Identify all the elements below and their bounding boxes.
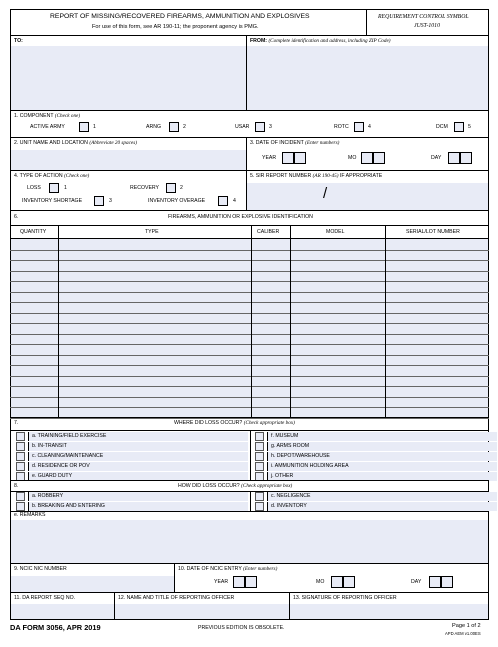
item8-right-checkbox-0[interactable] bbox=[255, 492, 264, 501]
table-row-line bbox=[10, 344, 489, 345]
incident-year-label: YEAR bbox=[262, 155, 277, 161]
ncic-mo-label: MO bbox=[316, 579, 325, 585]
ncic-day-label: DAY bbox=[411, 579, 422, 585]
incident-mo-box-2[interactable] bbox=[373, 152, 385, 164]
action-checkbox-shortage[interactable] bbox=[94, 196, 104, 206]
ncic-date-label: 10. DATE OF NCIC ENTRY (Enter numbers) bbox=[178, 566, 278, 572]
item7-right-option-label: g. ARMS ROOM bbox=[271, 443, 310, 449]
item7-left-checkbox-1[interactable] bbox=[16, 442, 25, 451]
table-row-line bbox=[10, 376, 489, 377]
item8-option-divider bbox=[28, 492, 29, 501]
item7-left-option-label: c. CLEANING/MAINTENANCE bbox=[32, 453, 104, 459]
to-label: TO: bbox=[14, 38, 23, 44]
table-row-line bbox=[10, 407, 489, 408]
report-seq-field[interactable] bbox=[11, 604, 114, 619]
page-number: Page 1 of 2 bbox=[452, 623, 481, 629]
ncic-label: 9. NCIC NIC NUMBER bbox=[14, 566, 67, 572]
ncic-year-label: YEAR bbox=[214, 579, 229, 585]
item6-table-body[interactable] bbox=[11, 239, 488, 417]
item7-option-divider bbox=[28, 442, 29, 451]
table-row-line bbox=[10, 302, 489, 303]
incident-year-box-2[interactable] bbox=[294, 152, 306, 164]
action-checkbox-loss[interactable] bbox=[49, 183, 59, 193]
ncic-mo-box-2[interactable] bbox=[343, 576, 355, 588]
component-option-dcm: DCM bbox=[436, 124, 448, 130]
action-option-loss: LOSS bbox=[27, 185, 41, 191]
form-number: DA FORM 3056, APR 2019 bbox=[10, 623, 101, 632]
item7-title: WHERE DID LOSS OCCUR? (Check appropriate box) bbox=[174, 420, 295, 426]
incident-day-label: DAY bbox=[431, 155, 442, 161]
component-checkbox-rotc[interactable] bbox=[354, 122, 364, 132]
signature-field[interactable] bbox=[290, 604, 488, 619]
component-option-arng: ARNG bbox=[146, 124, 161, 130]
item7-option-divider bbox=[267, 442, 268, 451]
form-title: REPORT OF MISSING/RECOVERED FIREARMS, AMMUNITION AND EXPLOSIVES bbox=[50, 13, 310, 20]
item8-number: 8. bbox=[14, 483, 19, 489]
sir-separator: / bbox=[323, 185, 328, 202]
table-row-line bbox=[10, 418, 489, 419]
item8-option-divider bbox=[28, 502, 29, 511]
action-option-overage: INVENTORY OVERAGE bbox=[148, 198, 206, 204]
table-row-line bbox=[10, 271, 489, 272]
item7-right-option-label: f. MUSEUM bbox=[271, 433, 299, 439]
item8-left-option-label: a. ROBBERY bbox=[32, 493, 64, 499]
item7-left-option-label: a. TRAINING/FIELD EXERCISE bbox=[32, 433, 107, 439]
option-num: 3 bbox=[109, 198, 112, 204]
item7-option-divider bbox=[28, 452, 29, 461]
incident-mo-label: MO bbox=[348, 155, 357, 161]
table-row-line bbox=[10, 323, 489, 324]
unit-field[interactable] bbox=[11, 150, 246, 170]
component-checkbox-active-army[interactable] bbox=[79, 122, 89, 132]
column-serial: SERIAL/LOT NUMBER bbox=[406, 229, 460, 235]
table-row-line bbox=[10, 281, 489, 282]
ncic-year-box-2[interactable] bbox=[245, 576, 257, 588]
option-num: 1 bbox=[64, 185, 67, 191]
table-row-line bbox=[10, 365, 489, 366]
officer-name-field[interactable] bbox=[115, 604, 289, 619]
component-option-rotc: ROTC bbox=[334, 124, 349, 130]
action-checkbox-recovery[interactable] bbox=[166, 183, 176, 193]
table-row-line bbox=[10, 292, 489, 293]
option-num: 3 bbox=[269, 124, 272, 130]
unit-label: 2. UNIT NAME AND LOCATION (Abbreviate 20 spaces) bbox=[14, 140, 137, 146]
incident-date-label: 3. DATE OF INCIDENT (Enter numbers) bbox=[250, 140, 340, 146]
item8-right-option-label: c. NEGLIGENCE bbox=[271, 493, 311, 499]
item7-right-checkbox-2[interactable] bbox=[255, 452, 264, 461]
item7-option-divider bbox=[267, 432, 268, 441]
option-num: 2 bbox=[180, 185, 183, 191]
table-row-line bbox=[10, 260, 489, 261]
apd-version: APD AEM v1.00ES bbox=[445, 631, 481, 636]
item8-right-checkbox-1[interactable] bbox=[255, 502, 264, 511]
from-field[interactable] bbox=[247, 46, 488, 110]
sir-label: 5. SIR REPORT NUMBER (AR 190-45) IF APPROPRIATE bbox=[250, 173, 383, 179]
column-quantity: QUANTITY bbox=[20, 229, 47, 235]
component-option-active-army: ACTIVE ARMY bbox=[30, 124, 65, 130]
item7-left-checkbox-0[interactable] bbox=[16, 432, 25, 441]
item7-right-option-label: h. DEPOT/WAREHOUSE bbox=[271, 453, 330, 459]
item7-option-divider bbox=[267, 462, 268, 471]
form-subtitle: For use of this form, see AR 190-11; the proponent agency is PMG. bbox=[92, 24, 259, 30]
option-num: 4 bbox=[233, 198, 236, 204]
table-row-line bbox=[10, 313, 489, 314]
item7-left-option-label: d. RESIDENCE OR POV bbox=[32, 463, 90, 469]
column-model: MODEL bbox=[326, 229, 345, 235]
table-row-line bbox=[10, 397, 489, 398]
item7-left-checkbox-3[interactable] bbox=[16, 462, 25, 471]
sir-field[interactable] bbox=[247, 183, 488, 210]
component-checkbox-usar[interactable] bbox=[255, 122, 265, 132]
incident-year-box-1[interactable] bbox=[282, 152, 294, 164]
item7-left-option-label: b. IN-TRANSIT bbox=[32, 443, 67, 449]
edition-note: PREVIOUS EDITION IS OBSOLETE. bbox=[198, 625, 285, 631]
option-num: 5 bbox=[468, 124, 471, 130]
option-num: 2 bbox=[183, 124, 186, 130]
item8-left-checkbox-1[interactable] bbox=[16, 502, 25, 511]
incident-day-box-1[interactable] bbox=[448, 152, 460, 164]
item8-option-divider bbox=[267, 502, 268, 511]
item8-right-option-label: d. INVENTORY bbox=[271, 503, 307, 509]
item8-option-divider bbox=[267, 492, 268, 501]
item7-right-checkbox-0[interactable] bbox=[255, 432, 264, 441]
table-row-line bbox=[10, 355, 489, 356]
item7-number: 7. bbox=[14, 420, 19, 426]
from-label: FROM: (Complete identification and address, including ZIP Code) bbox=[250, 38, 391, 44]
item7-option-divider bbox=[28, 462, 29, 471]
component-checkbox-arng[interactable] bbox=[169, 122, 179, 132]
ncic-field[interactable] bbox=[11, 576, 174, 592]
action-option-recovery: RECOVERY bbox=[130, 185, 160, 191]
incident-mo-box-1[interactable] bbox=[361, 152, 373, 164]
item8-left-checkbox-0[interactable] bbox=[16, 492, 25, 501]
remarks-label: e. REMARKS bbox=[14, 512, 46, 518]
item7-right-option-label: j. OTHER bbox=[271, 473, 294, 479]
ncic-day-box-2[interactable] bbox=[441, 576, 453, 588]
item7-option-divider bbox=[28, 432, 29, 441]
item6-title: FIREARMS, AMMUNITION OR EXPLOSIVE IDENTIFICATION bbox=[168, 214, 313, 220]
component-checkbox-dcm[interactable] bbox=[454, 122, 464, 132]
item7-option-fill bbox=[267, 432, 497, 441]
action-label: 4. TYPE OF ACTION (Check one) bbox=[14, 173, 90, 179]
item7-right-checkbox-1[interactable] bbox=[255, 442, 264, 451]
ncic-mo-box-1[interactable] bbox=[331, 576, 343, 588]
item7-right-option-label: i. AMMUNITION HOLDING AREA bbox=[271, 463, 349, 469]
ncic-day-box-1[interactable] bbox=[429, 576, 441, 588]
table-row-line bbox=[10, 386, 489, 387]
action-checkbox-overage[interactable] bbox=[218, 196, 228, 206]
signature-label: 13. SIGNATURE OF REPORTING OFFICER bbox=[293, 595, 397, 601]
component-option-usar: USAR bbox=[235, 124, 250, 130]
item8-title: HOW DID LOSS OCCUR? (Check appropriate box) bbox=[178, 483, 293, 489]
item8-left-option-label: b. BREAKING AND ENTERING bbox=[32, 503, 105, 509]
item7-left-option-label: e. GUARD DUTY bbox=[32, 473, 73, 479]
ncic-year-box-1[interactable] bbox=[233, 576, 245, 588]
action-option-shortage: INVENTORY SHORTAGE bbox=[22, 198, 83, 204]
table-row-line bbox=[10, 334, 489, 335]
officer-name-label: 12. NAME AND TITLE OF REPORTING OFFICER bbox=[118, 595, 235, 601]
item7-right-checkbox-3[interactable] bbox=[255, 462, 264, 471]
incident-day-box-2[interactable] bbox=[460, 152, 472, 164]
option-num: 1 bbox=[93, 124, 96, 130]
item6-number: 6. bbox=[14, 214, 19, 220]
component-label: 1. COMPONENT (Check one) bbox=[14, 113, 81, 119]
table-row-line bbox=[10, 250, 489, 251]
report-seq-label: 11. DA REPORT SEQ NO. bbox=[14, 595, 76, 601]
rcs-value: JUST-1010 bbox=[414, 23, 440, 29]
column-caliber: CALIBER bbox=[257, 229, 280, 235]
item7-left-checkbox-2[interactable] bbox=[16, 452, 25, 461]
item7-option-divider bbox=[267, 452, 268, 461]
to-field[interactable] bbox=[11, 46, 246, 110]
remarks-field[interactable] bbox=[11, 520, 488, 563]
column-type: TYPE bbox=[145, 229, 159, 235]
option-num: 4 bbox=[368, 124, 371, 130]
rcs-label: REQUIREMENT CONTROL SYMBOL bbox=[378, 14, 469, 20]
